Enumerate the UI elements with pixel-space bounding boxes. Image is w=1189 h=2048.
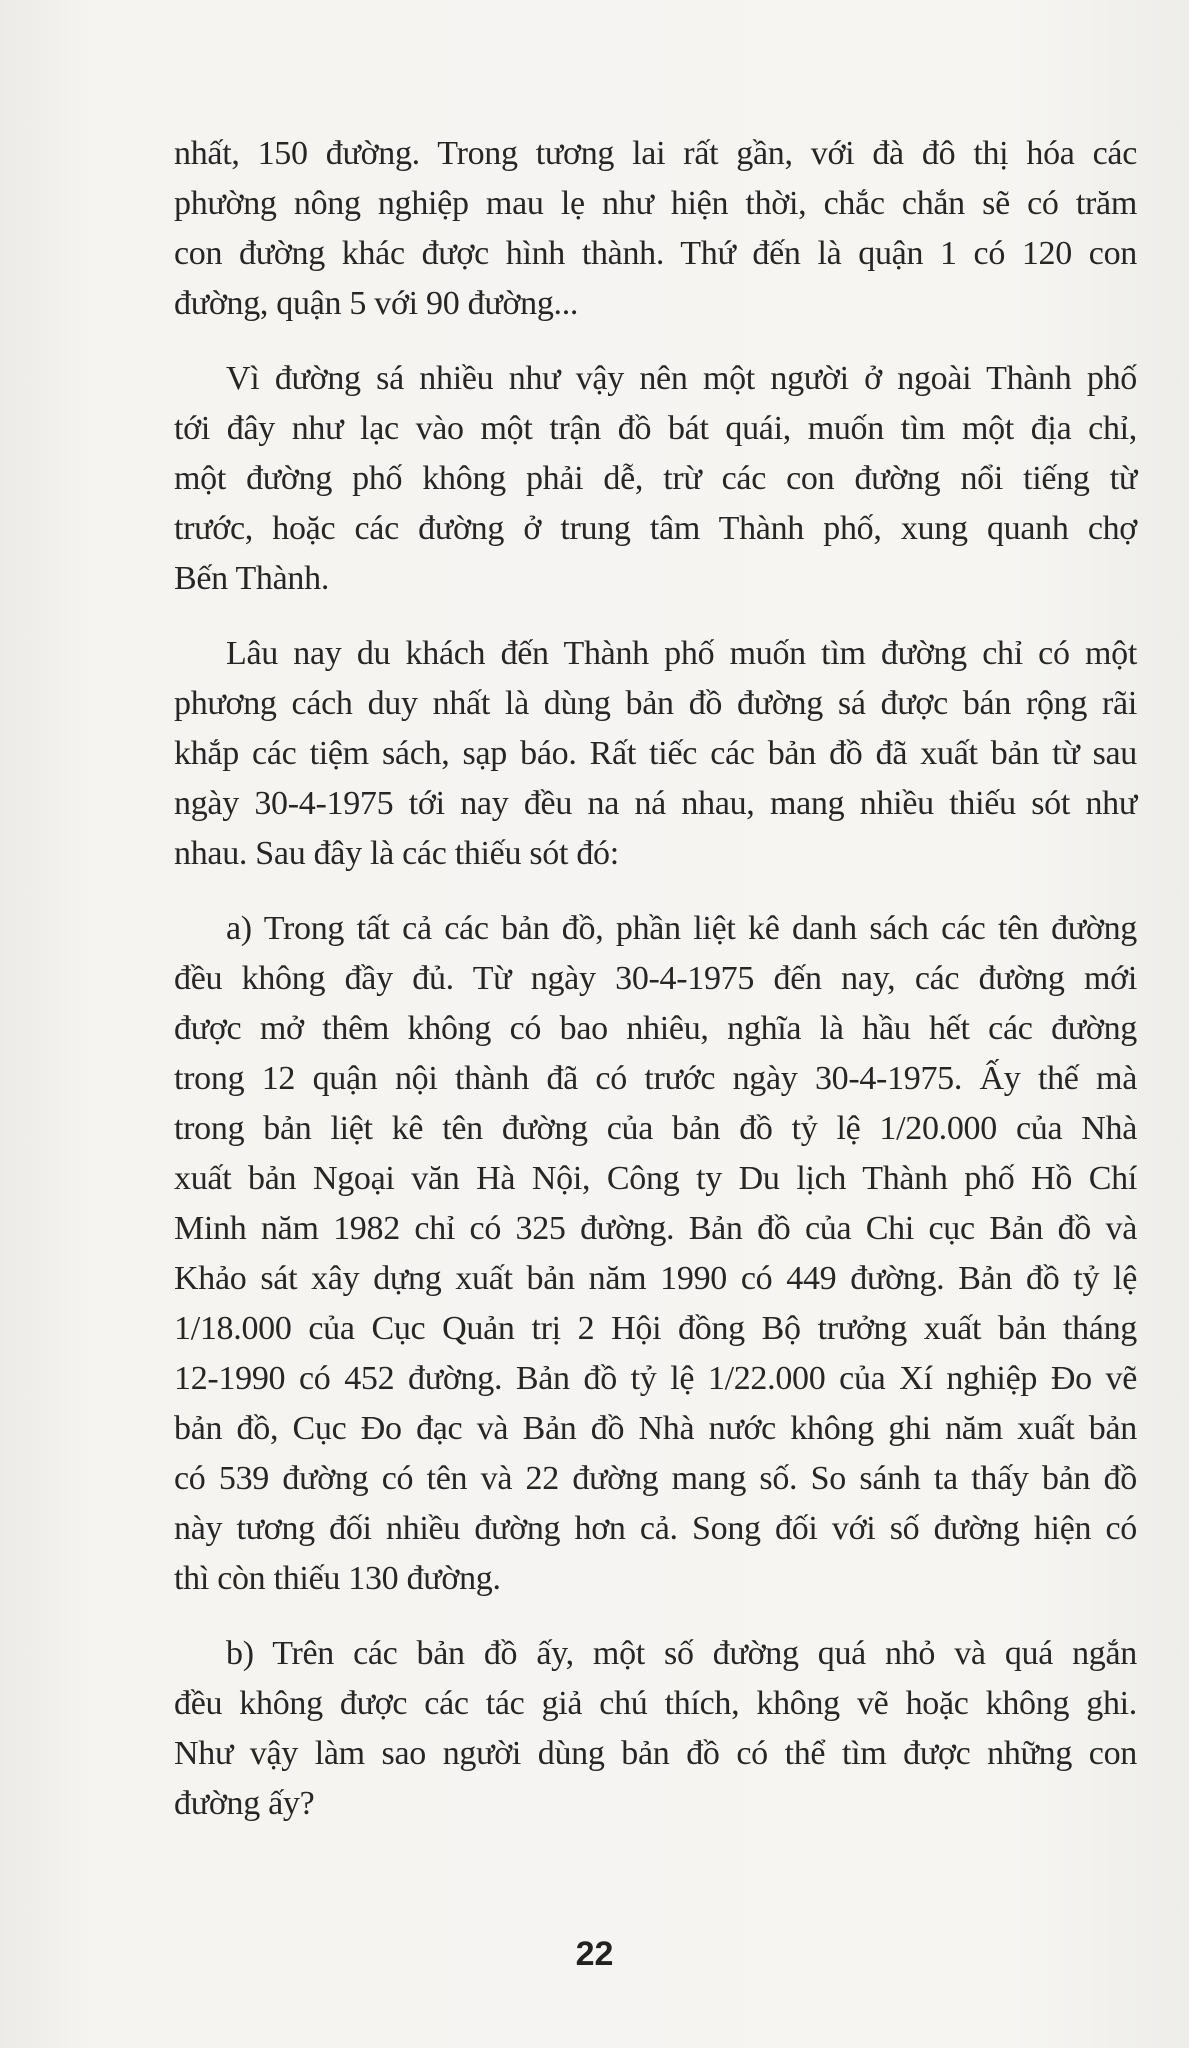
paragraph-4 <box>174 904 1137 1604</box>
text-line: con đường khác được hình thành. Thứ đến là quận 1 có 120 con <box>174 235 1137 272</box>
text-line: xuất bản Ngoại văn Hà Nội, Công ty Du lịch Thành phố Hồ Chí <box>174 1160 1137 1197</box>
paragraph-5 <box>174 1629 1137 1829</box>
text-line: 1/18.000 của Cục Quản trị 2 Hội đồng Bộ trưởng xuất bản tháng <box>174 1310 1137 1347</box>
text-line: đều không được các tác giả chú thích, không vẽ hoặc không ghi. <box>174 1685 1137 1722</box>
text-line: b) Trên các bản đồ ấy, một số đường quá nhỏ và quá ngắn <box>226 1635 1137 1672</box>
text-line: bản đồ, Cục Đo đạc và Bản đồ Nhà nước không ghi năm xuất bản <box>174 1410 1137 1447</box>
text-line: thì còn thiếu 130 đường. <box>174 1560 501 1597</box>
text-line: đều không đầy đủ. Từ ngày 30-4-1975 đến nay, các đường mới <box>174 960 1137 997</box>
paragraph-2 <box>174 354 1137 604</box>
text-line: Bến Thành. <box>174 560 330 597</box>
text-line: này tương đối nhiều đường hơn cả. Song đối với số đường hiện có <box>174 1510 1137 1547</box>
text-line: phương cách duy nhất là dùng bản đồ đường sá được bán rộng rãi <box>174 685 1137 722</box>
text-line: 12-1990 có 452 đường. Bản đồ tỷ lệ 1/22.000 của Xí nghiệp Đo vẽ <box>174 1360 1137 1397</box>
text-line: trong 12 quận nội thành đã có trước ngày 30-4-1975. Ấy thế mà <box>174 1060 1137 1097</box>
paragraph-3 <box>174 629 1137 879</box>
text-line: Như vậy làm sao người dùng bản đồ có thể tìm được những con <box>174 1735 1137 1772</box>
text-line: Khảo sát xây dựng xuất bản năm 1990 có 449 đường. Bản đồ tỷ lệ <box>174 1260 1137 1297</box>
text-line: tới đây như lạc vào một trận đồ bát quái, muốn tìm một địa chỉ, <box>174 410 1137 447</box>
text-line: Minh năm 1982 chỉ có 325 đường. Bản đồ của Chi cục Bản đồ và <box>174 1210 1137 1247</box>
body-text <box>174 129 1137 1854</box>
text-line: trước, hoặc các đường ở trung tâm Thành phố, xung quanh chợ <box>174 510 1137 547</box>
text-line: nhất, 150 đường. Trong tương lai rất gần, với đà đô thị hóa các <box>174 135 1137 172</box>
text-line: trong bản liệt kê tên đường của bản đồ tỷ lệ 1/20.000 của Nhà <box>174 1110 1137 1147</box>
text-line: Lâu nay du khách đến Thành phố muốn tìm đường chỉ có một <box>226 635 1137 672</box>
text-line: phường nông nghiệp mau lẹ như hiện thời, chắc chắn sẽ có trăm <box>174 185 1137 222</box>
text-line: nhau. Sau đây là các thiếu sót đó: <box>174 835 619 872</box>
paragraph-1 <box>174 129 1137 329</box>
text-line: đường, quận 5 với 90 đường... <box>174 285 579 322</box>
text-line: Vì đường sá nhiều như vậy nên một người ở ngoài Thành phố <box>226 360 1137 397</box>
text-line: khắp các tiệm sách, sạp báo. Rất tiếc các bản đồ đã xuất bản từ sau <box>174 735 1137 772</box>
text-line: được mở thêm không có bao nhiêu, nghĩa là hầu hết các đường <box>174 1010 1137 1047</box>
text-line: có 539 đường có tên và 22 đường mang số. So sánh ta thấy bản đồ <box>174 1460 1137 1497</box>
text-line: a) Trong tất cả các bản đồ, phần liệt kê danh sách các tên đường <box>226 910 1137 947</box>
page-number: 22 <box>575 1935 614 1973</box>
text-line: đường ấy? <box>174 1785 315 1822</box>
text-line: một đường phố không phải dễ, trừ các con đường nổi tiếng từ <box>174 460 1137 497</box>
text-line: ngày 30-4-1975 tới nay đều na ná nhau, mang nhiều thiếu sót như <box>174 785 1137 822</box>
